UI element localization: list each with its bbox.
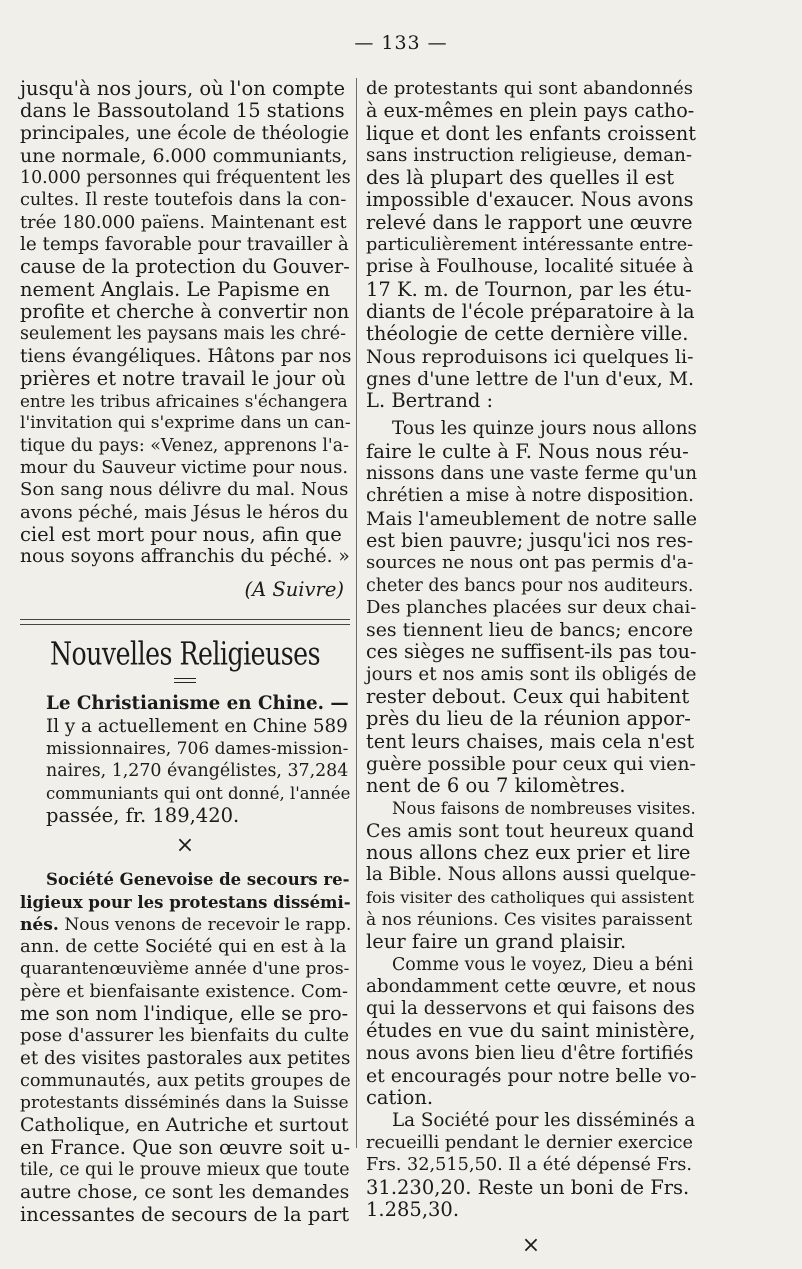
- text-line: Comme vous le voyez, Dieu a béni: [392, 954, 694, 975]
- text-line: chrétien a mise à notre disposition.: [366, 485, 694, 507]
- text-line: diants de l'école préparatoire à la: [366, 299, 695, 323]
- text-line: jours et nos amis sont ils obligés de: [366, 663, 697, 685]
- text-line: principales, une école de théologie: [20, 122, 350, 144]
- text-line: nous soyons affranchis du péché. »: [20, 546, 350, 568]
- text-line: incessantes de secours de la part: [20, 1202, 350, 1226]
- text-line: ces sièges ne suffisent-ils pas tou-: [366, 640, 697, 664]
- column-divider: [356, 78, 357, 1148]
- text-line: autre chose, ce sont les demandes: [20, 1181, 350, 1204]
- text-line: passée, fr. 189,420.: [46, 803, 240, 827]
- text-line: et encouragés pour notre belle vo-: [366, 1065, 697, 1088]
- text-line: Mais l'ameublement de notre salle: [366, 507, 698, 530]
- text-line: [20, 914, 350, 936]
- text-line: de protestants qui sont abandonnés: [366, 78, 693, 99]
- text-line: abondamment cette œuvre, et nous: [366, 975, 697, 997]
- text-line: cation.: [366, 1086, 434, 1110]
- continuation-paragraph: [20, 78, 350, 569]
- text-line: Nous faisons de nombreuses visites.: [392, 798, 696, 818]
- letter-paragraph-2: [366, 798, 696, 954]
- text-line: Il y a actuellement en Chine 589: [46, 715, 348, 737]
- text-line: nent de 6 ou 7 kilomètres.: [366, 774, 626, 798]
- text-line: nous allons chez eux prier et lire: [366, 841, 691, 865]
- separator-mark: ×: [175, 833, 195, 859]
- text-line: à eux-mêmes en plein pays catho-: [366, 99, 695, 123]
- text-line: à nos réunions. Ces visites paraissent: [366, 909, 693, 930]
- paragraph-geneva-continued: [366, 78, 696, 412]
- text-line: en France. Que son œuvre soit u-: [20, 1135, 351, 1159]
- text-line: cause de la protection du Gouver-: [20, 255, 350, 279]
- news-item-china: [20, 693, 350, 827]
- text-line: 17 K. m. de Tournon, par les étu-: [366, 277, 692, 301]
- text-line: protestants disséminés dans la Suisse: [20, 1093, 349, 1114]
- text-line: me son nom l'indique, elle se pro-: [20, 1001, 349, 1025]
- text-fragment: Nous venons de recevoir le rapp.: [58, 914, 352, 935]
- text-line: Son sang nous délivre du mal. Nous: [20, 479, 349, 501]
- section-divider: [20, 619, 350, 625]
- text-line: prières et notre travail le jour où: [20, 366, 346, 390]
- left-column: [20, 78, 350, 1226]
- separator-mark: ×: [521, 1233, 541, 1259]
- text-line: tile, ce qui le prouve mieux que toute: [20, 1160, 350, 1181]
- text-line: 1.285,30.: [366, 1197, 460, 1221]
- text-line: près du lieu de la réunion appor-: [366, 707, 691, 731]
- news-heading: Société Genevoise de secours re-: [46, 870, 350, 890]
- text-line: particulièrement intéressante entre-: [366, 235, 694, 256]
- text-line: trée 180.000 païens. Maintenant est: [20, 212, 347, 233]
- text-line: naires, 1,270 évangélistes, 37,284: [46, 761, 349, 782]
- text-line: le temps favorable pour travailler à: [20, 234, 349, 256]
- text-line: guère possible pour ceux qui vien-: [366, 752, 696, 775]
- text-line: études en vue du saint ministère,: [366, 1019, 696, 1043]
- text-line: est bien pauvre; jusqu'ici nos res-: [366, 528, 694, 552]
- text-line: L. Bertrand :: [366, 389, 494, 413]
- text-line: ciel est mort pour nous, afin que: [20, 522, 342, 546]
- text-line: profite et cherche à convertir non: [20, 299, 350, 323]
- section-title: Nouvelles Religieuses: [49, 634, 320, 673]
- letter-paragraph-1: [366, 418, 696, 797]
- text-line: lique et dont les enfants croissent: [366, 121, 696, 145]
- text-line: 31.230,20. Reste un boni de Frs.: [366, 1175, 690, 1199]
- text-line: faire le culte à F. Nous nous réu-: [366, 439, 689, 463]
- text-line: rester debout. Ceux qui habitent: [366, 685, 690, 709]
- text-line: pose d'assurer les bienfaits du culte: [20, 1025, 350, 1047]
- text-line: jusqu'à nos jours, où l'on compte: [20, 77, 346, 100]
- right-column: [366, 78, 696, 1269]
- letter-paragraph-3: [366, 954, 696, 1110]
- news-item-geneva: [20, 869, 350, 1226]
- text-line: missionnaires, 706 dames-mission-: [46, 739, 349, 760]
- text-line: dans le Bassoutoland 15 stations: [20, 99, 345, 123]
- text-line: Nous reproduisons ici quelques li-: [366, 345, 694, 368]
- text-line: avons péché, mais Jésus le héros du: [20, 501, 349, 523]
- text-line: qui la desservons et qui faisons des: [366, 998, 695, 1020]
- text-line: nous avons bien lieu d'être fortifiés: [366, 1042, 694, 1064]
- society-finance-paragraph: [366, 1110, 696, 1221]
- text-line: la Bible. Nous allons aussi quelque-: [366, 864, 697, 886]
- text-line: Ces amis sont tout heureux quand: [366, 819, 695, 842]
- text-line: La Société pour les disséminés a: [392, 1109, 696, 1131]
- page-number: — 133 —: [354, 32, 448, 54]
- text-line: communautés, aux petits groupes de: [20, 1070, 351, 1091]
- text-line: tent leurs chaises, mais cela n'est: [366, 729, 695, 753]
- text-line: seulement les paysans mais les chré-: [20, 324, 346, 345]
- news-heading: Le Christianisme en Chine. —: [46, 693, 349, 715]
- text-line: Catholique, en Autriche et surtout: [20, 1114, 349, 1137]
- text-line: tiens évangéliques. Hâtons par nos: [20, 345, 352, 367]
- text-line: l'invitation qui s'exprime dans un can-: [20, 413, 351, 434]
- text-line: une normale, 6.000 communiants,: [20, 144, 348, 167]
- text-line: relevé dans le rapport une œuvre: [366, 210, 693, 234]
- text-line: prise à Foulhouse, localité située à: [366, 256, 694, 278]
- text-line: nissons dans une vaste ferme qu'un: [366, 463, 698, 485]
- news-heading: ligieux pour les protestans dissémi-: [20, 892, 351, 912]
- text-line: leur faire un grand plaisir.: [366, 930, 627, 954]
- text-line: Tous les quinze jours nous allons: [392, 418, 697, 440]
- text-line: impossible d'exaucer. Nous avons: [366, 188, 694, 212]
- text-line: père et bienfaisante existence. Com-: [20, 981, 349, 1002]
- text-line: fois visiter des catholiques qui assistent: [366, 887, 694, 907]
- text-line: théologie de cette dernière ville.: [366, 322, 689, 346]
- text-line: sans instruction religieuse, deman-: [366, 144, 693, 166]
- text-line: Frs. 32,515,50. Il a été dépensé Frs.: [366, 1155, 692, 1176]
- text-line: Des planches placées sur deux chai-: [366, 596, 697, 618]
- text-line: recueilli pendant le dernier exercice: [366, 1132, 693, 1153]
- text-line: sources ne nous ont pas permis d'a-: [366, 552, 694, 574]
- text-line: 10.000 personnes qui fréquentent les: [20, 168, 351, 189]
- text-line: gnes d'une lettre de l'un d'eux, M.: [366, 367, 695, 390]
- text-line: communiants qui ont donné, l'année: [46, 783, 351, 803]
- text-line: ann. de cette Société qui en est à la: [20, 936, 347, 958]
- text-line: tique du pays: «Venez, apprenons l'a-: [20, 435, 349, 456]
- text-line: cheter des bancs pour nos auditeurs.: [366, 575, 694, 596]
- text-line: entre les tribus africaines s'échangera: [20, 391, 348, 412]
- text-line: mour du Sauveur victime pour nous.: [20, 458, 348, 479]
- text-line: des là plupart des quelles il est: [366, 166, 675, 190]
- text-line: cultes. Il reste toutefois dans la con-: [20, 190, 347, 211]
- text-line: ses tiennent lieu de bancs; encore: [366, 619, 694, 642]
- attribution: (A Suivre): [244, 577, 344, 601]
- text-line: et des visites pastorales aux petites: [20, 1047, 351, 1069]
- news-heading: nés.: [20, 914, 59, 935]
- text-line: nement Anglais. Le Papisme en: [20, 277, 330, 301]
- text-line: quarantenœuvième année d'une pros-: [20, 959, 350, 980]
